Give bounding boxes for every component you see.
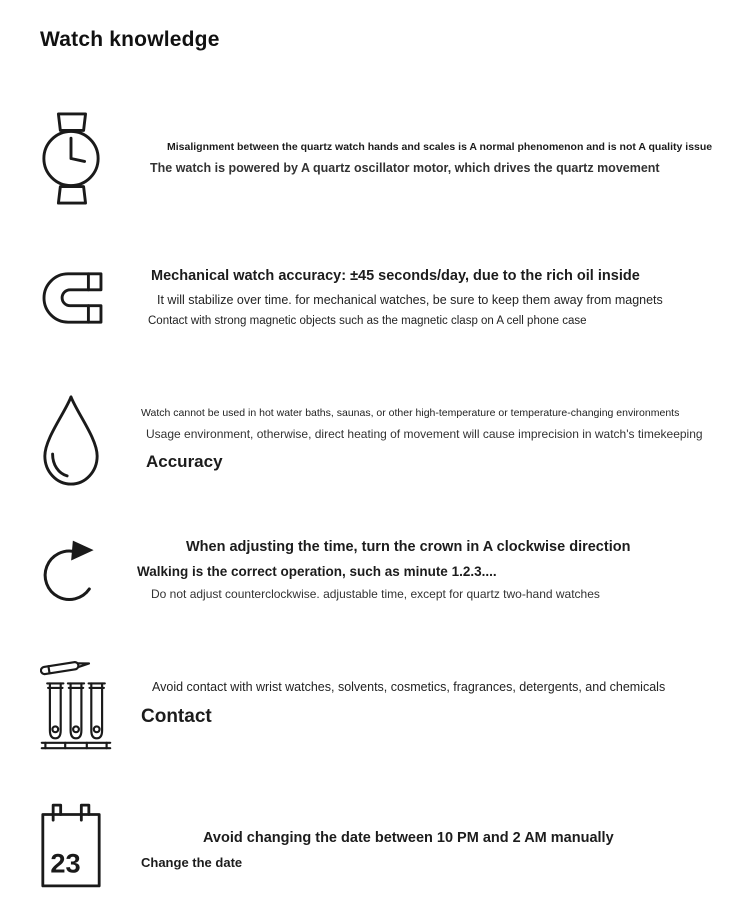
- section-line: Contact with strong magnetic objects such as the magnetic clasp on A cell phone case: [148, 314, 587, 327]
- magnet-icon: [40, 270, 104, 326]
- section-quartz-movement: [40, 112, 744, 205]
- section-line: Walking is the correct operation, such as minute 1.2.3....: [137, 563, 497, 579]
- section-line: Avoid contact with wrist watches, solvents, cosmetics, fragrances, detergents, and chemicals: [152, 680, 666, 695]
- section-line: Watch cannot be used in hot water baths, saunas, or other high-temperature or temperature-changing environments: [141, 407, 680, 420]
- clockwise-arrow-icon: [40, 534, 104, 606]
- section-line: Usage environment, otherwise, direct heating of movement will cause imprecision in watch's timekeeping: [146, 426, 703, 441]
- section-text-col: [137, 263, 744, 333]
- section-line: It will stabilize over time. for mechanical watches, be sure to keep them away from magnets: [157, 292, 663, 307]
- section-chemicals: [40, 658, 744, 752]
- section-text-col: [137, 815, 744, 875]
- section-date-change: [40, 802, 744, 889]
- section-icon-col: [40, 270, 137, 326]
- section-line: Misalignment between the quartz watch hands and scales is A normal phenomenon and is not A quality issue: [167, 140, 713, 153]
- water-drop-icon: [40, 393, 102, 488]
- section-icon-col: [40, 802, 137, 889]
- section-line: Accuracy: [146, 451, 223, 471]
- calendar-icon: [40, 802, 102, 889]
- section-icon-col: [40, 658, 137, 752]
- section-magnetism: [40, 263, 744, 333]
- test-tubes-icon: [40, 658, 112, 752]
- section-line: Change the date: [141, 854, 243, 870]
- section-line: Mechanical watch accuracy: ±45 seconds/day, due to the rich oil inside: [151, 268, 640, 284]
- section-line: The watch is powered by A quartz oscillator motor, which drives the quartz movement: [150, 160, 660, 175]
- section-text-col: [137, 137, 744, 181]
- section-line: Do not adjust counterclockwise. adjustable time, except for quartz two-hand watches: [151, 586, 600, 601]
- section-crown-adjustment: [40, 534, 744, 606]
- section-line: Avoid changing the date between 10 PM and 2 AM manually: [203, 830, 614, 847]
- section-line: When adjusting the time, turn the crown in A clockwise direction: [186, 538, 631, 555]
- wristwatch-icon: [40, 112, 102, 205]
- section-text-col: [137, 403, 744, 477]
- calendar-day: 23: [50, 847, 81, 879]
- section-line: Contact: [141, 705, 212, 727]
- section-text-col: [137, 675, 744, 734]
- section-text-col: [137, 534, 744, 606]
- section-icon-col: [40, 393, 137, 488]
- section-icon-col: [40, 534, 137, 606]
- page-title: Watch knowledge: [40, 28, 220, 51]
- section-temperature: [40, 393, 744, 488]
- section-icon-col: [40, 112, 137, 205]
